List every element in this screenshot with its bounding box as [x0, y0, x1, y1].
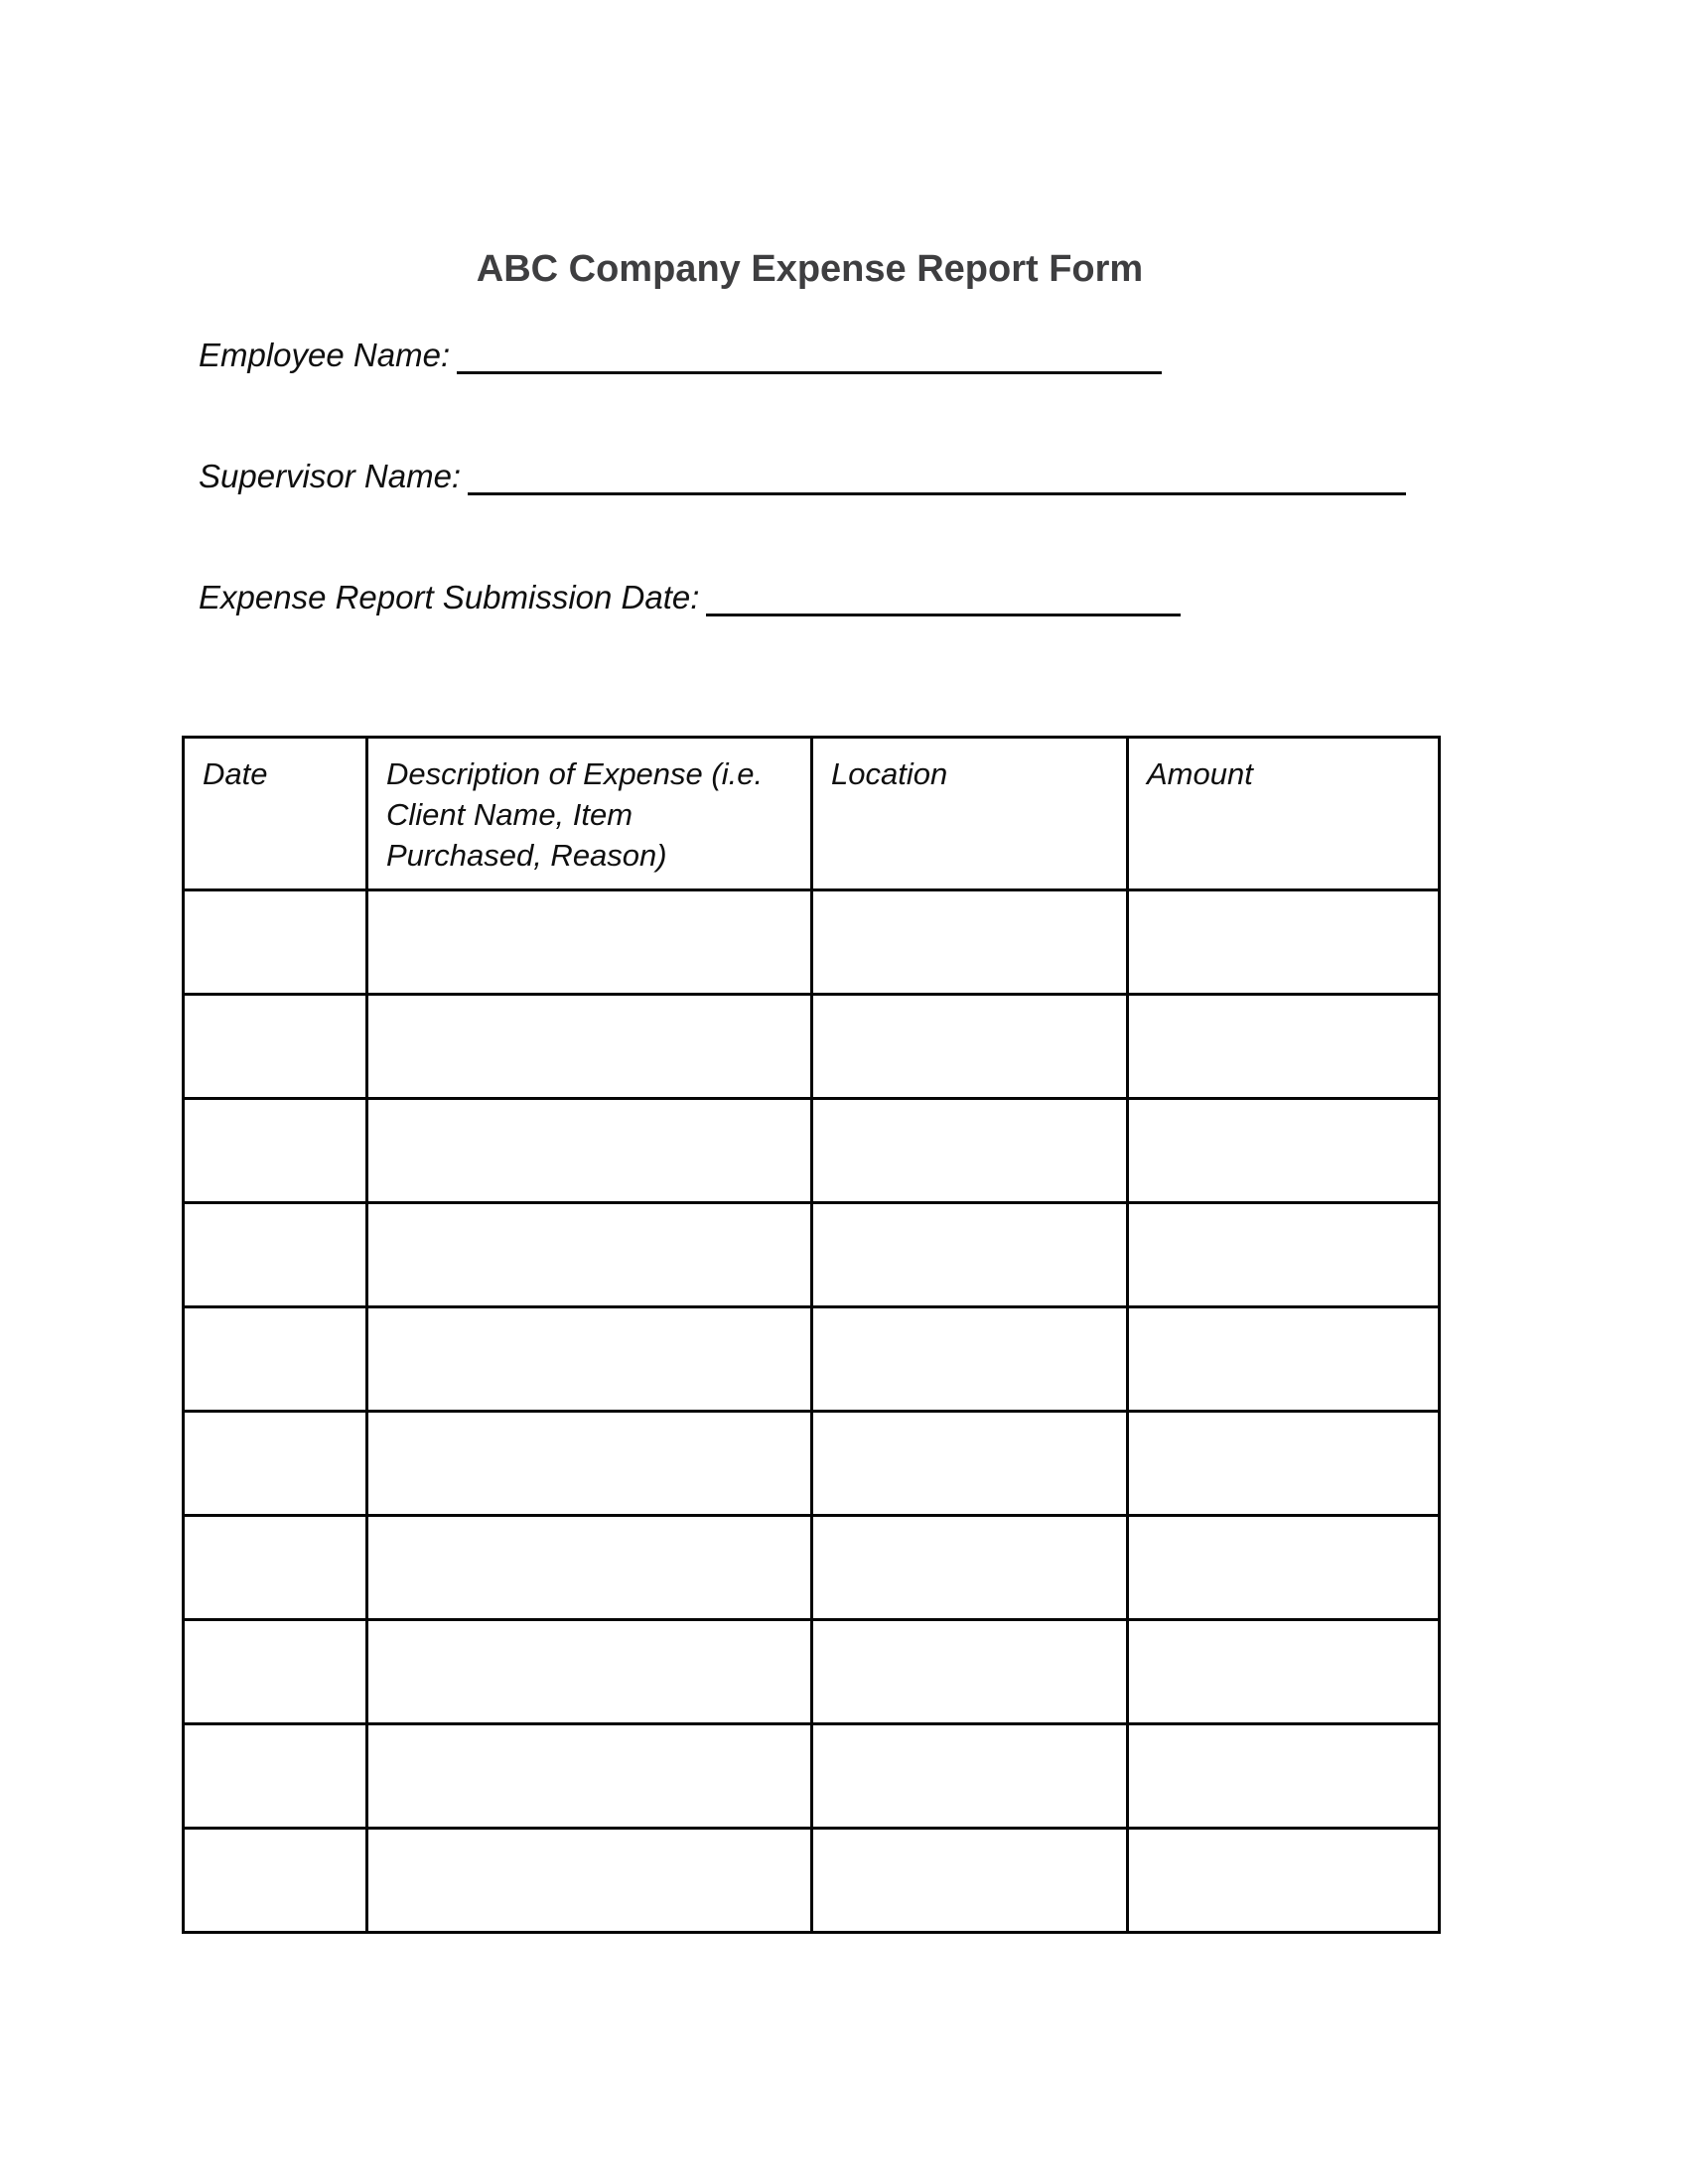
table-cell-amount[interactable] — [1128, 1307, 1440, 1412]
table-cell-description[interactable] — [367, 1724, 812, 1829]
table-cell-amount[interactable] — [1128, 1620, 1440, 1724]
table-cell-date[interactable] — [184, 1307, 367, 1412]
table-cell-date[interactable] — [184, 1829, 367, 1933]
table-cell-location[interactable] — [812, 1099, 1128, 1203]
table-row — [184, 1516, 1440, 1620]
table-cell-location[interactable] — [812, 1829, 1128, 1933]
table-row — [184, 1099, 1440, 1203]
employee-name-blank-line[interactable] — [457, 341, 1162, 374]
table-cell-location[interactable] — [812, 1203, 1128, 1307]
table-cell-description[interactable] — [367, 1516, 812, 1620]
table-row — [184, 1829, 1440, 1933]
table-cell-location[interactable] — [812, 1307, 1128, 1412]
column-header-amount: Amount — [1128, 738, 1440, 890]
expense-table-body — [184, 890, 1440, 1933]
table-row — [184, 1203, 1440, 1307]
table-cell-description[interactable] — [367, 1203, 812, 1307]
submission-date-blank-line[interactable] — [706, 584, 1181, 616]
supervisor-name-label: Supervisor Name: — [199, 458, 462, 494]
table-cell-date[interactable] — [184, 1724, 367, 1829]
table-cell-location[interactable] — [812, 1724, 1128, 1829]
submission-date-field — [199, 576, 1181, 617]
table-cell-date[interactable] — [184, 1516, 367, 1620]
table-cell-amount[interactable] — [1128, 1412, 1440, 1516]
table-cell-amount[interactable] — [1128, 1203, 1440, 1307]
table-row — [184, 995, 1440, 1099]
table-cell-location[interactable] — [812, 995, 1128, 1099]
header-row — [184, 738, 1440, 890]
table-cell-date[interactable] — [184, 1203, 367, 1307]
table-row — [184, 1307, 1440, 1412]
expense-table — [182, 736, 1441, 1934]
table-cell-description[interactable] — [367, 1307, 812, 1412]
expense-table-header — [184, 738, 1440, 890]
table-cell-description[interactable] — [367, 1829, 812, 1933]
table-cell-description[interactable] — [367, 890, 812, 995]
table-row — [184, 1724, 1440, 1829]
table-cell-amount[interactable] — [1128, 1724, 1440, 1829]
table-cell-date[interactable] — [184, 995, 367, 1099]
table-cell-location[interactable] — [812, 1620, 1128, 1724]
table-cell-amount[interactable] — [1128, 995, 1440, 1099]
table-cell-amount[interactable] — [1128, 890, 1440, 995]
page-title: ABC Company Expense Report Form — [476, 248, 1144, 290]
table-cell-date[interactable] — [184, 1620, 367, 1724]
column-header-date: Date — [184, 738, 367, 890]
supervisor-name-field — [199, 455, 1406, 496]
table-row — [184, 1620, 1440, 1724]
table-row — [184, 890, 1440, 995]
submission-date-label: Expense Report Submission Date: — [199, 579, 700, 615]
table-cell-location[interactable] — [812, 1412, 1128, 1516]
table-cell-amount[interactable] — [1128, 1829, 1440, 1933]
employee-name-field — [199, 334, 1162, 375]
table-cell-date[interactable] — [184, 1099, 367, 1203]
column-header-location: Location — [812, 738, 1128, 890]
table-cell-description[interactable] — [367, 1412, 812, 1516]
table-cell-description[interactable] — [367, 1099, 812, 1203]
table-cell-amount[interactable] — [1128, 1516, 1440, 1620]
table-cell-date[interactable] — [184, 890, 367, 995]
table-cell-date[interactable] — [184, 1412, 367, 1516]
employee-name-label: Employee Name: — [199, 337, 451, 373]
table-cell-amount[interactable] — [1128, 1099, 1440, 1203]
supervisor-name-blank-line[interactable] — [468, 463, 1406, 495]
column-header-description: Description of Expense (i.e. Client Name, Item Purchased, Reason) — [367, 738, 812, 890]
table-cell-location[interactable] — [812, 1516, 1128, 1620]
table-cell-description[interactable] — [367, 1620, 812, 1724]
table-row — [184, 1412, 1440, 1516]
table-cell-description[interactable] — [367, 995, 812, 1099]
table-cell-location[interactable] — [812, 890, 1128, 995]
